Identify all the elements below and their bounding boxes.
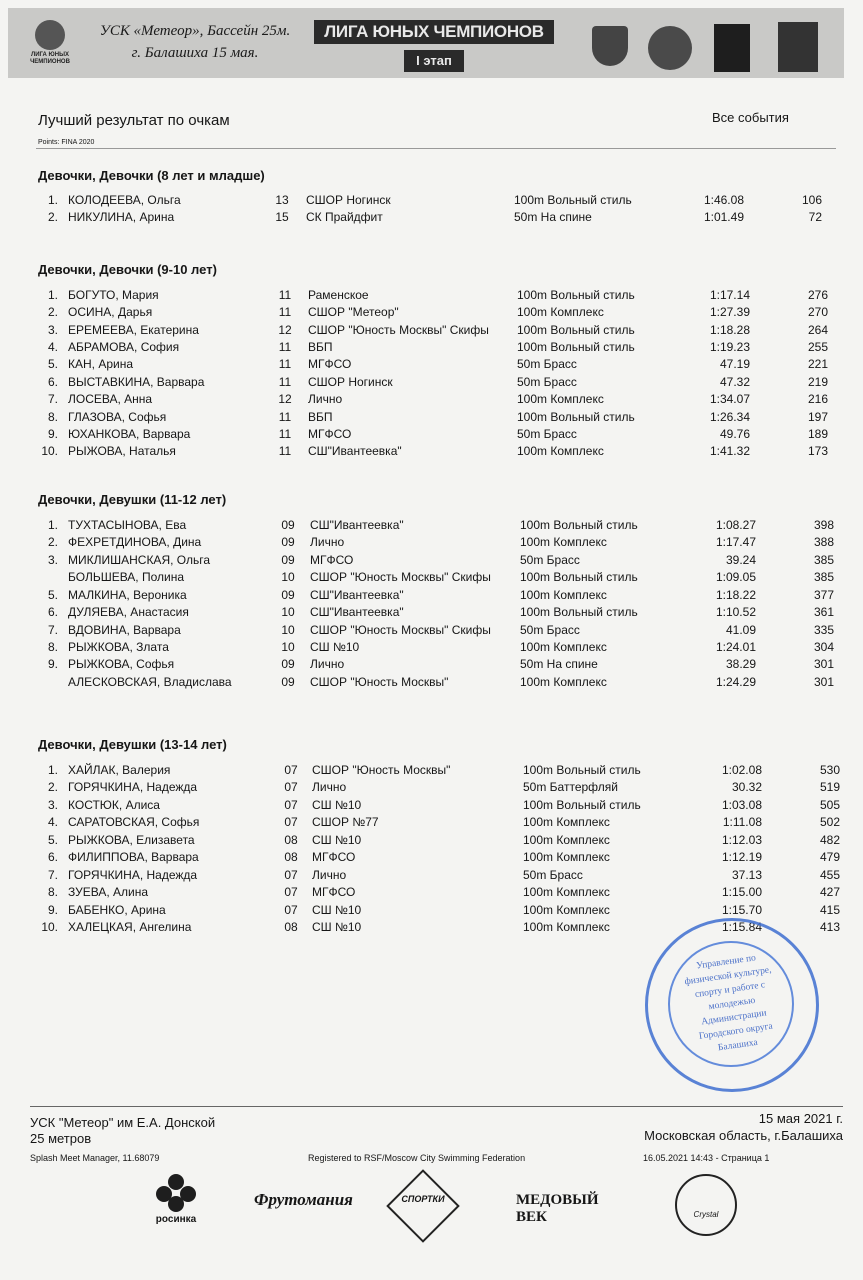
athlete-name: РЫЖОВА, Наталья bbox=[68, 444, 176, 459]
athlete-name: РЫЖКОВА, Софья bbox=[68, 657, 175, 672]
event-name: 100m Вольный стиль bbox=[520, 570, 638, 585]
fina-points: 197 bbox=[807, 409, 828, 424]
athlete-name: ОСИНА, Дарья bbox=[68, 305, 153, 320]
birth-year: 11 bbox=[278, 357, 292, 372]
result-row bbox=[0, 518, 863, 535]
fina-points: 173 bbox=[807, 444, 828, 459]
fina-points: 377 bbox=[813, 587, 834, 602]
place: 6. bbox=[47, 374, 58, 389]
fina-points: 270 bbox=[807, 305, 828, 320]
club-name: ВБП bbox=[308, 340, 333, 355]
athlete-name: ТУХТАСЫНОВА, Ева bbox=[68, 518, 187, 532]
fina-points: 415 bbox=[819, 902, 840, 917]
athlete-name: БОЛЬШЕВА, Полина bbox=[68, 570, 185, 585]
result-row bbox=[0, 675, 863, 692]
result-row bbox=[0, 288, 863, 305]
group-title: Девочки, Девочки (9-10 лет) bbox=[38, 262, 217, 277]
event-name: 50m Брасс bbox=[520, 552, 580, 567]
place: 1. bbox=[47, 763, 58, 777]
place: 3. bbox=[47, 322, 58, 337]
fina-points: 385 bbox=[813, 552, 834, 567]
athlete-name: ХАЙЛАК, Валерия bbox=[68, 763, 171, 777]
group-title: Девочки, Девушки (11-12 лет) bbox=[38, 492, 227, 507]
event-name: 50m Брасс bbox=[520, 622, 580, 637]
club-name: СК Прайдфит bbox=[306, 210, 383, 225]
footer-registered: Registered to RSF/Moscow City Swimming Federation bbox=[308, 1153, 526, 1163]
place: 8. bbox=[47, 409, 58, 424]
athlete-name: КАН, Арина bbox=[68, 357, 134, 372]
event-name: 100m Вольный стиль bbox=[520, 605, 638, 620]
footer-place: Московская область, г.Балашиха bbox=[644, 1128, 843, 1143]
birth-year: 07 bbox=[284, 780, 298, 795]
place: 9. bbox=[47, 426, 58, 441]
result-time: 1:26.34 bbox=[709, 409, 750, 424]
birth-year: 08 bbox=[284, 832, 298, 847]
place: 8. bbox=[47, 639, 58, 654]
athlete-name: БАБЕНКО, Арина bbox=[68, 902, 166, 917]
fina-points: 519 bbox=[819, 780, 840, 795]
result-row bbox=[0, 780, 863, 797]
fina-points: 189 bbox=[807, 426, 828, 441]
birth-year: 09 bbox=[281, 535, 295, 550]
footer-printed: 16.05.2021 14:43 - Страница 1 bbox=[643, 1153, 770, 1163]
result-row bbox=[0, 193, 863, 210]
club-name: СШОР "Юность Москвы" bbox=[312, 763, 451, 777]
event-name: 50m Брасс bbox=[517, 357, 577, 372]
result-row bbox=[0, 535, 863, 552]
event-name: 100m Комплекс bbox=[520, 535, 607, 550]
result-time: 41.09 bbox=[725, 622, 756, 637]
club-name: Раменское bbox=[308, 288, 369, 302]
result-time: 39.24 bbox=[725, 552, 756, 567]
round-emblem-icon bbox=[648, 26, 692, 70]
league-logo bbox=[20, 18, 80, 70]
footer-venue: УСК "Метеор" им Е.А. Донской bbox=[30, 1115, 216, 1130]
result-row bbox=[0, 798, 863, 815]
birth-year: 09 bbox=[281, 518, 295, 532]
birth-year: 10 bbox=[281, 639, 295, 654]
birth-year: 11 bbox=[278, 409, 292, 424]
federation-emblem-icon bbox=[714, 24, 750, 72]
birth-year: 09 bbox=[281, 587, 295, 602]
fina-points: 502 bbox=[819, 815, 840, 830]
place: 1. bbox=[47, 288, 58, 302]
place: 6. bbox=[47, 850, 58, 865]
result-row bbox=[0, 588, 863, 605]
fina-points: 255 bbox=[807, 340, 828, 355]
result-row bbox=[0, 640, 863, 657]
points-system: Points: FINA 2020 bbox=[38, 139, 95, 146]
sponsor-frutomaniya: Фрутомания bbox=[254, 1190, 353, 1209]
result-row bbox=[0, 605, 863, 622]
place: 2. bbox=[47, 535, 58, 550]
athlete-name: ГОРЯЧКИНА, Надежда bbox=[68, 867, 198, 882]
footer-pool: 25 метров bbox=[30, 1131, 92, 1146]
fina-points: 72 bbox=[808, 210, 822, 225]
result-time: 47.19 bbox=[719, 357, 750, 372]
athlete-name: МАЛКИНА, Вероника bbox=[68, 587, 187, 602]
athlete-name: САРАТОВСКАЯ, Софья bbox=[68, 815, 200, 830]
result-time: 1:10.52 bbox=[715, 605, 756, 620]
result-row bbox=[0, 657, 863, 674]
coat-of-arms-icon bbox=[778, 22, 818, 72]
athlete-name: ЛОСЕВА, Анна bbox=[68, 392, 153, 407]
club-name: МГФСО bbox=[312, 850, 356, 865]
event-banner bbox=[8, 8, 844, 78]
result-time: 1:09.05 bbox=[715, 570, 756, 585]
fina-points: 216 bbox=[807, 392, 828, 407]
result-time: 37.13 bbox=[731, 867, 762, 882]
result-time: 38.29 bbox=[725, 657, 756, 672]
sponsor-rosinka-logo bbox=[140, 1170, 212, 1240]
club-name: СШОР Ногинск bbox=[308, 374, 393, 389]
result-time: 1:41.32 bbox=[709, 444, 750, 459]
result-row bbox=[0, 392, 863, 409]
place: 2. bbox=[47, 305, 58, 320]
birth-year: 11 bbox=[278, 340, 292, 355]
result-time: 1:02.08 bbox=[721, 763, 762, 777]
club-name: СШ №10 bbox=[310, 639, 360, 654]
place: 1. bbox=[47, 518, 58, 532]
sponsor-rosinka: росинка bbox=[155, 1214, 197, 1225]
club-name: СШ"Ивантеевка" bbox=[310, 605, 404, 620]
event-name: 100m Комплекс bbox=[523, 832, 610, 847]
result-row bbox=[0, 553, 863, 570]
event-name: 100m Комплекс bbox=[523, 850, 610, 865]
club-name: СШ №10 bbox=[312, 902, 362, 917]
athlete-name: БОГУТО, Мария bbox=[68, 288, 159, 302]
event-name: 100m Комплекс bbox=[520, 674, 607, 689]
club-name: СШ №10 bbox=[312, 920, 362, 935]
event-name: 100m Комплекс bbox=[517, 305, 604, 320]
athlete-name: КОСТЮК, Алиса bbox=[68, 797, 160, 812]
result-row bbox=[0, 833, 863, 850]
athlete-name: ДУЛЯЕВА, Анастасия bbox=[68, 605, 189, 620]
fina-points: 301 bbox=[813, 674, 834, 689]
fina-points: 385 bbox=[813, 570, 834, 585]
result-row bbox=[0, 427, 863, 444]
birth-year: 11 bbox=[278, 444, 292, 459]
result-row bbox=[0, 763, 863, 780]
league-title: ЛИГА ЮНЫХ ЧЕМПИОНОВ bbox=[314, 20, 554, 44]
place: 5. bbox=[47, 357, 58, 372]
place: 7. bbox=[47, 622, 58, 637]
event-name: 100m Комплекс bbox=[523, 815, 610, 830]
club-name: Лично bbox=[308, 392, 343, 407]
athlete-name: КОЛОДЕЕВА, Ольга bbox=[68, 193, 181, 207]
place: 9. bbox=[47, 657, 58, 672]
crown-icon bbox=[675, 1174, 737, 1236]
club-name: СШ"Ивантеевка" bbox=[310, 518, 404, 532]
club-name: СШОР №77 bbox=[312, 815, 379, 830]
birth-year: 10 bbox=[281, 570, 295, 585]
result-time: 1:12.03 bbox=[721, 832, 762, 847]
place: 6. bbox=[47, 605, 58, 620]
fina-points: 219 bbox=[807, 374, 828, 389]
place: 3. bbox=[47, 552, 58, 567]
result-row bbox=[0, 570, 863, 587]
result-time: 1:27.39 bbox=[709, 305, 750, 320]
birth-year: 11 bbox=[278, 374, 292, 389]
birth-year: 11 bbox=[278, 305, 292, 320]
footer-software: Splash Meet Manager, 11.68079 bbox=[30, 1153, 160, 1163]
result-row bbox=[0, 210, 863, 227]
event-name: 100m Вольный стиль bbox=[517, 409, 635, 424]
event-name: 100m Комплекс bbox=[520, 639, 607, 654]
birth-year: 09 bbox=[281, 674, 295, 689]
birth-year: 07 bbox=[284, 815, 298, 830]
club-name: МГФСО bbox=[310, 552, 354, 567]
event-name: 50m Брасс bbox=[517, 426, 577, 441]
result-time: 1:17.14 bbox=[709, 288, 750, 302]
birth-year: 07 bbox=[284, 867, 298, 882]
club-name: МГФСО bbox=[312, 885, 356, 900]
fina-points: 335 bbox=[813, 622, 834, 637]
club-name: Лично bbox=[312, 867, 347, 882]
result-row bbox=[0, 850, 863, 867]
athlete-name: ХАЛЕЦКАЯ, Ангелина bbox=[68, 920, 192, 935]
fina-points: 505 bbox=[819, 797, 840, 812]
athlete-name: ГЛАЗОВА, Софья bbox=[68, 409, 167, 424]
place: 2. bbox=[47, 780, 58, 795]
result-row bbox=[0, 444, 863, 461]
club-name: СШОР "Метеор" bbox=[308, 305, 399, 320]
page-title: Лучший результат по очкам bbox=[38, 112, 230, 129]
fina-points: 388 bbox=[813, 535, 834, 550]
result-row bbox=[0, 340, 863, 357]
event-name: 100m Комплекс bbox=[520, 587, 607, 602]
fina-points: 221 bbox=[807, 357, 828, 372]
fina-points: 530 bbox=[819, 763, 840, 777]
event-name: 100m Вольный стиль bbox=[523, 797, 641, 812]
result-time: 1:17.47 bbox=[715, 535, 756, 550]
result-time: 1:24.29 bbox=[715, 674, 756, 689]
club-name: СШ №10 bbox=[312, 832, 362, 847]
athlete-name: ГОРЯЧКИНА, Надежда bbox=[68, 780, 198, 795]
place: 9. bbox=[47, 902, 58, 917]
fina-points: 361 bbox=[813, 605, 834, 620]
place: 5. bbox=[47, 832, 58, 847]
swimmer-icon bbox=[35, 20, 65, 50]
birth-year: 12 bbox=[278, 322, 292, 337]
athlete-name: ВЫСТАВКИНА, Варвара bbox=[68, 374, 205, 389]
scope-label: Все события bbox=[712, 110, 789, 125]
event-name: 100m Комплекс bbox=[523, 920, 610, 935]
place: 8. bbox=[47, 885, 58, 900]
result-row bbox=[0, 815, 863, 832]
athlete-name: ФИЛИППОВА, Варвара bbox=[68, 850, 199, 865]
club-name: Лично bbox=[310, 535, 345, 550]
sponsor-sport-logo bbox=[388, 1170, 458, 1240]
result-time: 1:11.08 bbox=[722, 815, 762, 830]
place: 7. bbox=[47, 867, 58, 882]
event-name: 100m Вольный стиль bbox=[523, 763, 641, 777]
club-name: СШОР "Юность Москвы" bbox=[310, 674, 449, 689]
athlete-name: МИКЛИШАНСКАЯ, Ольга bbox=[68, 552, 211, 567]
venue-info bbox=[90, 20, 300, 64]
birth-year: 07 bbox=[284, 885, 298, 900]
result-time: 1:18.22 bbox=[715, 587, 756, 602]
group-title: Девочки, Девушки (13-14 лет) bbox=[38, 737, 227, 752]
league-logo-text: ЛИГА ЮНЫХ ЧЕМПИОНОВ bbox=[30, 52, 70, 65]
place: 5. bbox=[47, 587, 58, 602]
result-time: 1:18.28 bbox=[709, 322, 750, 337]
place: 4. bbox=[47, 815, 58, 830]
result-time: 1:19.23 bbox=[709, 340, 750, 355]
athlete-name: РЫЖКОВА, Елизавета bbox=[68, 832, 195, 847]
event-name: 100m Комплекс bbox=[523, 902, 610, 917]
club-name: МГФСО bbox=[308, 426, 352, 441]
club-name: СШОР Ногинск bbox=[306, 193, 391, 207]
fina-points: 427 bbox=[819, 885, 840, 900]
event-name: 50m На спине bbox=[514, 210, 592, 225]
birth-year: 09 bbox=[281, 657, 295, 672]
event-name: 100m Вольный стиль bbox=[517, 322, 635, 337]
birth-year: 13 bbox=[275, 193, 289, 207]
athlete-name: АБРАМОВА, София bbox=[68, 340, 180, 355]
sponsor-medovy: МЕДОВЫЙ ВЕК bbox=[516, 1192, 599, 1225]
result-row bbox=[0, 410, 863, 427]
result-time: 1:03.08 bbox=[721, 797, 762, 812]
birth-year: 07 bbox=[284, 902, 298, 917]
event-name: 50m Брасс bbox=[523, 867, 583, 882]
result-time: 1:15.00 bbox=[721, 885, 762, 900]
place: 3. bbox=[47, 797, 58, 812]
club-name: МГФСО bbox=[308, 357, 352, 372]
birth-year: 12 bbox=[278, 392, 292, 407]
venue-line-2: г. Балашиха 15 мая. bbox=[131, 45, 259, 61]
event-name: 100m Вольный стиль bbox=[517, 340, 635, 355]
fina-points: 276 bbox=[807, 288, 828, 302]
result-row bbox=[0, 323, 863, 340]
event-name: 100m Вольный стиль bbox=[520, 518, 638, 532]
result-time: 47.32 bbox=[719, 374, 750, 389]
group-title: Девочки, Девочки (8 лет и младше) bbox=[38, 168, 265, 183]
club-name: СШОР "Юность Москвы" Скифы bbox=[310, 622, 491, 637]
birth-year: 09 bbox=[281, 552, 295, 567]
place: 4. bbox=[47, 340, 58, 355]
result-time: 1:08.27 bbox=[715, 518, 756, 532]
event-name: 100m Комплекс bbox=[517, 444, 604, 459]
sponsor-crystal-logo bbox=[674, 1170, 738, 1240]
club-name: ВБП bbox=[308, 409, 333, 424]
result-time: 1:15.70 bbox=[721, 902, 762, 917]
result-row bbox=[0, 357, 863, 374]
result-row bbox=[0, 885, 863, 902]
place: 10. bbox=[41, 920, 58, 935]
fina-points: 482 bbox=[819, 832, 840, 847]
stamp-text: Управление по физической культуре, спорту и работе с молодежью Администрации Городского округа Балашиха bbox=[684, 953, 774, 1054]
event-name: 100m Вольный стиль bbox=[514, 193, 632, 207]
place: 7. bbox=[47, 392, 58, 407]
event-name: 100m Комплекс bbox=[523, 885, 610, 900]
result-row bbox=[0, 868, 863, 885]
result-time: 1:34.07 bbox=[709, 392, 750, 407]
athlete-name: ЮХАНКОВА, Варвара bbox=[68, 426, 191, 441]
result-time: 1:24.01 bbox=[715, 639, 756, 654]
flower-icon bbox=[156, 1174, 196, 1210]
meteor-emblem-icon bbox=[588, 22, 632, 72]
divider bbox=[36, 148, 836, 149]
club-name: СШ"Ивантеевка" bbox=[308, 444, 402, 459]
venue-line-1: УСК «Метеор», Бассейн 25м. bbox=[99, 23, 291, 39]
event-name: 50m На спине bbox=[520, 657, 598, 672]
birth-year: 07 bbox=[284, 763, 298, 777]
club-name: Лично bbox=[310, 657, 345, 672]
event-name: 50m Баттерфляй bbox=[523, 780, 618, 795]
fina-points: 106 bbox=[801, 193, 822, 207]
fina-points: 398 bbox=[813, 518, 834, 532]
club-name: СШОР "Юность Москвы" Скифы bbox=[308, 322, 489, 337]
club-name: Лично bbox=[312, 780, 347, 795]
event-name: 100m Вольный стиль bbox=[517, 288, 635, 302]
result-time: 1:15.84 bbox=[721, 920, 762, 935]
birth-year: 07 bbox=[284, 797, 298, 812]
fina-points: 455 bbox=[819, 867, 840, 882]
event-name: 100m Комплекс bbox=[517, 392, 604, 407]
footer-date: 15 мая 2021 г. bbox=[758, 1111, 843, 1126]
athlete-name: НИКУЛИНА, Арина bbox=[68, 210, 175, 225]
sponsor-sport: СПОРТКИ bbox=[401, 1194, 445, 1204]
place: 10. bbox=[41, 444, 58, 459]
club-name: СШОР "Юность Москвы" Скифы bbox=[310, 570, 491, 585]
athlete-name: РЫЖКОВА, Злата bbox=[68, 639, 169, 654]
fina-points: 304 bbox=[813, 639, 834, 654]
athlete-name: ВДОВИНА, Варвара bbox=[68, 622, 181, 637]
fina-points: 479 bbox=[819, 850, 840, 865]
result-row bbox=[0, 623, 863, 640]
fina-points: 413 bbox=[819, 920, 840, 935]
birth-year: 10 bbox=[281, 622, 295, 637]
fina-points: 264 bbox=[807, 322, 828, 337]
birth-year: 11 bbox=[278, 288, 292, 302]
place: 2. bbox=[47, 210, 58, 225]
birth-year: 15 bbox=[275, 210, 289, 225]
sponsor-crystal: Crystal bbox=[693, 1210, 719, 1219]
athlete-name: АЛЕСКОВСКАЯ, Владислава bbox=[68, 674, 232, 689]
athlete-name: ФЕХРЕТДИНОВА, Дина bbox=[68, 535, 202, 550]
official-stamp bbox=[645, 918, 819, 1092]
result-time: 1:46.08 bbox=[703, 193, 744, 207]
result-time: 1:01.49 bbox=[703, 210, 744, 225]
event-name: 50m Брасс bbox=[517, 374, 577, 389]
result-time: 1:12.19 bbox=[721, 850, 762, 865]
birth-year: 08 bbox=[284, 920, 298, 935]
footer-divider bbox=[30, 1106, 843, 1107]
result-time: 30.32 bbox=[731, 780, 762, 795]
athlete-name: ЗУЕВА, Алина bbox=[68, 885, 149, 900]
fina-points: 301 bbox=[813, 657, 834, 672]
result-row bbox=[0, 375, 863, 392]
athlete-name: ЕРЕМЕЕВА, Екатерина bbox=[68, 322, 199, 337]
stage-label: I этап bbox=[404, 50, 464, 72]
birth-year: 10 bbox=[281, 605, 295, 620]
club-name: СШ"Ивантеевка" bbox=[310, 587, 404, 602]
place: 1. bbox=[47, 193, 58, 207]
club-name: СШ №10 bbox=[312, 797, 362, 812]
birth-year: 08 bbox=[284, 850, 298, 865]
result-time: 49.76 bbox=[719, 426, 750, 441]
birth-year: 11 bbox=[278, 426, 292, 441]
result-row bbox=[0, 305, 863, 322]
diamond-icon bbox=[386, 1169, 460, 1243]
